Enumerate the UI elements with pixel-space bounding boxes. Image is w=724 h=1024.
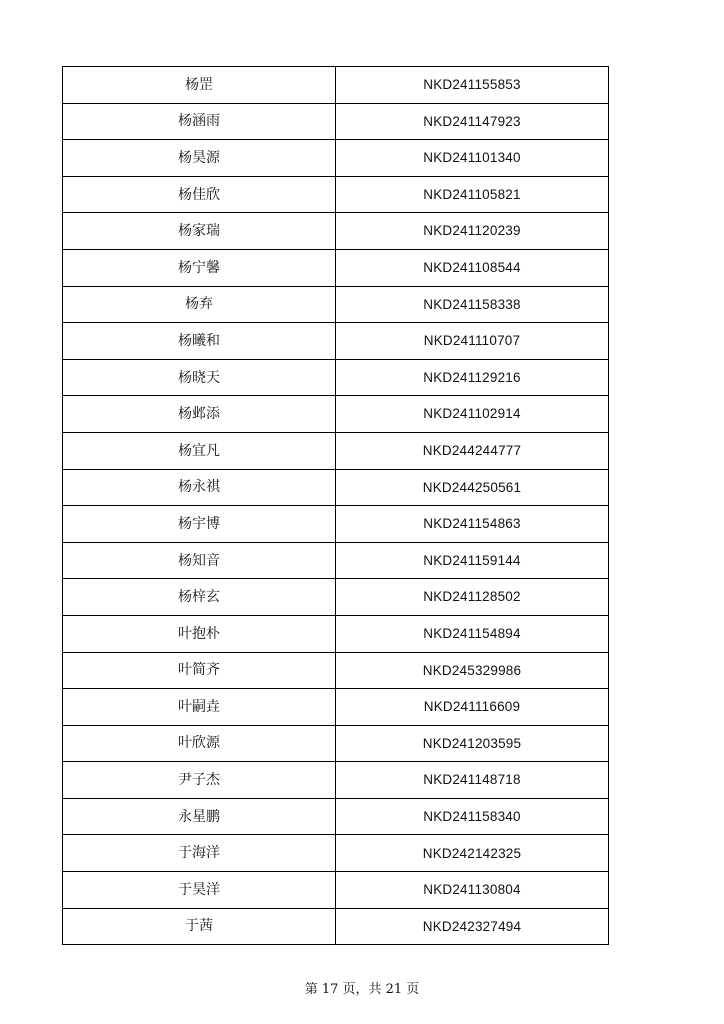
student-id-cell: NKD241102914 [336,396,609,433]
student-id-cell: NKD241158340 [336,798,609,835]
student-name-cell: 杨佳欣 [63,176,336,213]
student-name-cell: 叶嗣垚 [63,689,336,726]
roster-table-body [63,67,609,945]
table-row [63,615,609,652]
table-row [63,579,609,616]
table-row [63,140,609,177]
student-id-cell: NKD241155853 [336,67,609,104]
student-name-cell: 杨家瑞 [63,213,336,250]
student-name-cell: 杨晓天 [63,359,336,396]
student-id-cell: NKD241128502 [336,579,609,616]
table-row [63,872,609,909]
table-row [63,506,609,543]
student-id-cell: NKD241105821 [336,176,609,213]
student-id-cell: NKD241159144 [336,542,609,579]
student-id-cell: NKD245329986 [336,652,609,689]
table-row [63,396,609,433]
student-name-cell: 杨知音 [63,542,336,579]
table-row [63,176,609,213]
table-row [63,286,609,323]
roster-table [62,66,609,945]
student-name-cell: 杨梓玄 [63,579,336,616]
student-name-cell: 杨邺添 [63,396,336,433]
student-id-cell: NKD241101340 [336,140,609,177]
student-name-cell: 杨弃 [63,286,336,323]
student-name-cell: 永星鹏 [63,798,336,835]
student-id-cell: NKD244244777 [336,432,609,469]
table-row [63,835,609,872]
table-row [63,67,609,104]
student-name-cell: 叶欣源 [63,725,336,762]
student-name-cell: 于茜 [63,908,336,945]
table-row [63,762,609,799]
student-id-cell: NKD241116609 [336,689,609,726]
student-name-cell: 尹子杰 [63,762,336,799]
student-id-cell: NKD241130804 [336,872,609,909]
student-name-cell: 杨罡 [63,67,336,104]
student-name-cell: 杨宜凡 [63,432,336,469]
student-id-cell: NKD241110707 [336,323,609,360]
table-row [63,652,609,689]
student-id-cell: NKD241129216 [336,359,609,396]
table-row [63,542,609,579]
table-row [63,689,609,726]
page-footer: 第 17 页，共 21 页 [304,982,420,997]
student-name-cell: 杨永祺 [63,469,336,506]
student-name-cell: 杨昊源 [63,140,336,177]
student-id-cell: NKD244250561 [336,469,609,506]
table-row [63,359,609,396]
table-row [63,323,609,360]
student-id-cell: NKD242327494 [336,908,609,945]
student-id-cell: NKD242142325 [336,835,609,872]
table-row [63,798,609,835]
table-row [63,725,609,762]
student-name-cell: 于海洋 [63,835,336,872]
table-row [63,213,609,250]
student-name-cell: 杨涵雨 [63,103,336,140]
table-row [63,432,609,469]
table-row [63,103,609,140]
student-id-cell: NKD241108544 [336,249,609,286]
table-row [63,908,609,945]
table-row [63,249,609,286]
student-id-cell: NKD241154894 [336,615,609,652]
student-name-cell: 杨宇博 [63,506,336,543]
student-name-cell: 杨宁馨 [63,249,336,286]
student-name-cell: 叶简齐 [63,652,336,689]
student-id-cell: NKD241158338 [336,286,609,323]
student-name-cell: 叶抱朴 [63,615,336,652]
student-id-cell: NKD241120239 [336,213,609,250]
student-name-cell: 于昊洋 [63,872,336,909]
student-name-cell: 杨曦和 [63,323,336,360]
student-id-cell: NKD241148718 [336,762,609,799]
student-id-cell: NKD241147923 [336,103,609,140]
table-row [63,469,609,506]
student-id-cell: NKD241203595 [336,725,609,762]
student-id-cell: NKD241154863 [336,506,609,543]
